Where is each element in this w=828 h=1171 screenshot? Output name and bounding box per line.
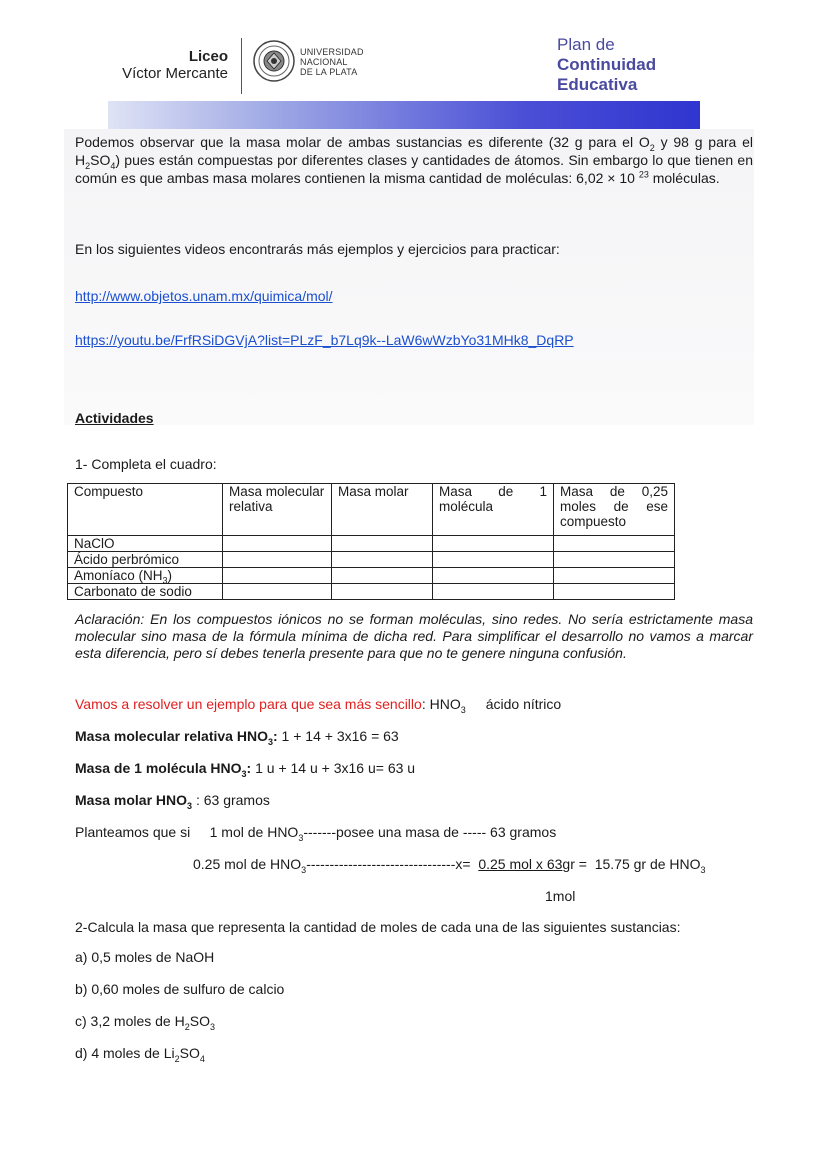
intro-sub-2: 2 (85, 160, 91, 171)
compound-text: Amoníaco (NH (74, 568, 163, 583)
table-cell-empty[interactable] (433, 568, 554, 584)
item-c-a: c) 3,2 moles de H (75, 1013, 185, 1029)
intro-text-1: Podemos observar que la masa molar de ambas sustancias es diferente (32 g para el O (75, 134, 650, 150)
table-cell-empty[interactable] (223, 536, 332, 552)
exercise-2-prompt: 2-Calcula la masa que representa la cantidad de moles de cada una de las siguientes sustancias: (75, 919, 681, 935)
table-header-cell: Masa molecular relativa (223, 484, 332, 536)
example-intro (75, 695, 753, 713)
plan-line1: Plan de (557, 35, 615, 54)
table-header-cell: Masa de 1 molécula (433, 484, 554, 536)
item-d-b: SO (179, 1045, 200, 1061)
item-d-sub2: 4 (199, 1053, 205, 1064)
clarification-note: Aclaración: En los compuestos iónicos no se forman moléculas, sino redes. No sería estrictamente masa molecular sino masa de la fórmula mínima de dicha red. Para simplificar el desarrollo no vamos a marcar esta diferencia, pero sí debes tenerla presente para que no te genere ninguna confusión. (75, 611, 753, 661)
table-cell-empty[interactable] (554, 536, 675, 552)
l5-a: 0.25 mol de HNO (193, 856, 302, 872)
example-intro-formula: : HNO (421, 696, 461, 712)
l5-b: --------------------------------x= (306, 856, 479, 872)
school-name (100, 48, 228, 82)
table-cell-empty[interactable] (433, 536, 554, 552)
l4-a: Planteamos que si 1 mol de HNO (75, 824, 299, 840)
l5-numerator: 0.25 mol x 63 (478, 856, 563, 872)
table-row (68, 552, 675, 568)
table-cell-empty[interactable] (332, 584, 433, 600)
table-header-cell: Compuesto (68, 484, 223, 536)
intro-sup: 23 (638, 169, 649, 180)
link-youtube[interactable]: https://youtu.be/FrfRSiDGVjA?list=PLzF_b7Lq9k--LaW6wWzbYo31MHk8_DqRP (75, 332, 574, 348)
exercise-2-item-b: b) 0,60 moles de sulfuro de calcio (75, 981, 285, 997)
table-cell-empty[interactable] (332, 552, 433, 568)
intro-text-2: y 98 g para el H (75, 134, 753, 168)
table-cell-empty[interactable] (223, 552, 332, 568)
activities-heading: Actividades (75, 410, 154, 426)
l2-sub: 3 (241, 768, 247, 779)
table-header-cell: Masa molar (332, 484, 433, 536)
activity-1-prompt: 1- Completa el cuadro: (75, 456, 217, 472)
table-cell-empty[interactable] (554, 584, 675, 600)
intro-paragraph (75, 133, 753, 187)
table-cell-empty[interactable] (223, 568, 332, 584)
table-cell-compound (68, 568, 223, 584)
table-cell-empty[interactable] (433, 552, 554, 568)
item-c-sub2: 3 (209, 1021, 215, 1032)
l3-sub: 3 (187, 800, 193, 811)
university-line3: DE LA PLATA (300, 67, 358, 77)
table-cell-empty[interactable] (433, 584, 554, 600)
compound-sub: 3 (162, 575, 168, 586)
table-cell-empty[interactable] (554, 568, 675, 584)
example-line-1 (75, 727, 753, 745)
table-cell-empty[interactable] (332, 568, 433, 584)
l2-colon: : (246, 760, 252, 776)
university-name (300, 47, 364, 77)
table-row (68, 536, 675, 552)
example-intro-name: ácido nítrico (485, 696, 562, 712)
l5-sub: 3 (301, 864, 307, 875)
example-line-2 (75, 759, 753, 777)
l2-label: Masa de 1 molécula HNO (75, 760, 242, 776)
table-header-cell: Masa de 0,25 moles de ese compuesto (554, 484, 675, 536)
item-d-sub1: 2 (174, 1053, 180, 1064)
example-intro-sub: 3 (460, 704, 466, 715)
l5-c: gr = 15.75 gr de HNO (562, 856, 701, 872)
link-unam[interactable]: http://www.objetos.unam.mx/quimica/mol/ (75, 288, 333, 304)
school-name-line2: Víctor Mercante (122, 65, 228, 82)
example-line-6: 1mol (545, 888, 576, 904)
compound-table (67, 483, 675, 600)
l4-b: -------posee una masa de ----- 63 gramos (303, 824, 557, 840)
l1-label: Masa molecular relativa HNO (75, 728, 268, 744)
table-cell-compound: NaClO (68, 536, 223, 552)
example-line-4 (75, 823, 753, 841)
header-divider (241, 38, 242, 94)
header-band (108, 101, 700, 129)
l1-sub: 3 (267, 736, 273, 747)
l5-sub2: 3 (700, 864, 706, 875)
example-line-5 (193, 855, 763, 873)
l2-value: 1 u + 14 u + 3x16 u= 63 u (251, 760, 416, 776)
table-cell-compound: Ácido perbrómico (68, 552, 223, 568)
item-d-a: d) 4 moles de Li (75, 1045, 175, 1061)
university-seal-icon (253, 40, 295, 82)
intro-text-5: moléculas. (648, 170, 720, 186)
intro-text-3: SO (90, 152, 111, 168)
example-line-3 (75, 791, 753, 809)
item-c-b: SO (189, 1013, 210, 1029)
exercise-2-item-a: a) 0,5 moles de NaOH (75, 949, 215, 965)
intro-sub-3: 4 (110, 160, 116, 171)
l3-value: : 63 gramos (192, 792, 270, 808)
l1-value: 1 + 14 + 3x16 = 63 (277, 728, 399, 744)
l1-colon: : (273, 728, 278, 744)
school-name-line1: Liceo (188, 48, 228, 65)
exercise-2-item-d (75, 1044, 753, 1062)
university-line2: NACIONAL (300, 57, 348, 67)
table-row (68, 568, 675, 584)
university-line1: UNIVERSIDAD (300, 47, 364, 57)
l4-sub: 3 (298, 832, 304, 843)
compound-tail: ) (167, 568, 173, 583)
example-intro-red: Vamos a resolver un ejemplo para que sea más sencillo (75, 696, 422, 712)
plan-line3: Educativa (557, 75, 638, 94)
intro-sub-1: 2 (649, 142, 655, 153)
table-cell-compound: Carbonato de sodio (68, 584, 223, 600)
intro-text-4: ) pues están compuestas por diferentes clases y cantidades de átomos. Sin embargo lo que tienen en común es que ambas masa molares contienen la misma cantidad de moléculas: 6,02 × 10 (75, 152, 753, 186)
exercise-2-item-c (75, 1012, 753, 1030)
item-c-sub1: 2 (184, 1021, 190, 1032)
table-cell-empty[interactable] (332, 536, 433, 552)
table-cell-empty[interactable] (554, 552, 675, 568)
plan-line2: Continuidad (557, 55, 657, 74)
plan-title (557, 35, 656, 95)
table-cell-empty[interactable] (223, 584, 332, 600)
videos-intro: En los siguientes videos encontrarás más ejemplos y ejercicios para practicar: (75, 241, 560, 257)
table-header-row (68, 484, 675, 536)
l3-label: Masa molar HNO (75, 792, 188, 808)
table-row (68, 584, 675, 600)
